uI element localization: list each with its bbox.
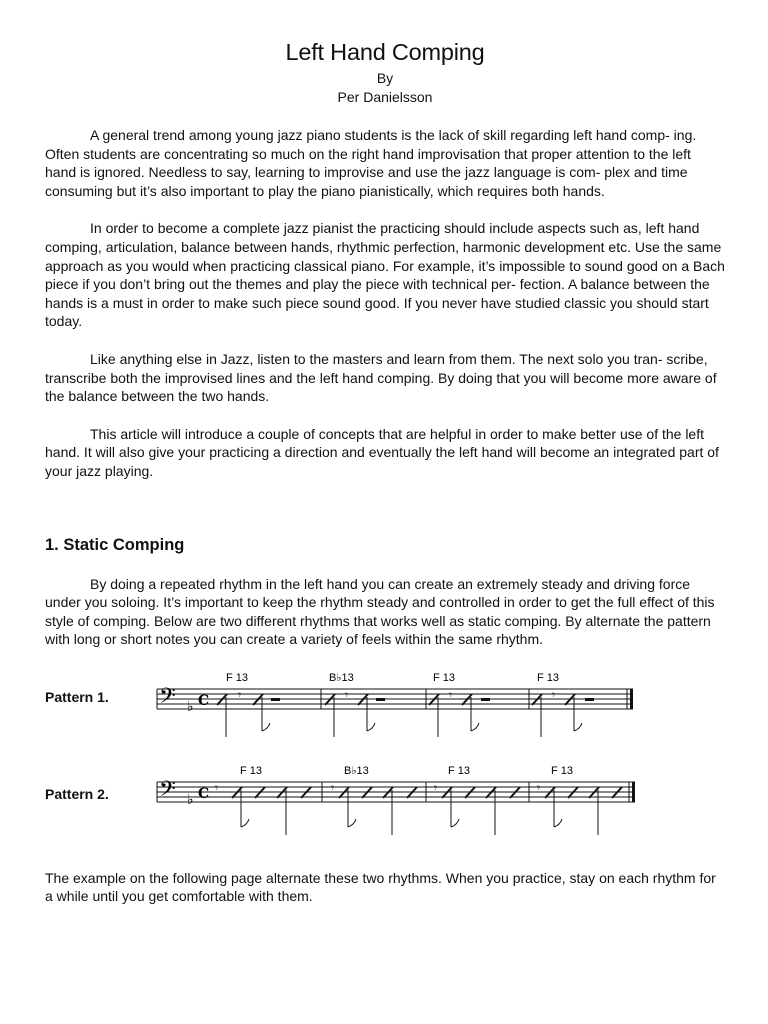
chord-symbol: F 13 [448, 764, 471, 777]
chord-symbol: B♭13 [329, 671, 354, 684]
rhythm-measure-1 [215, 781, 311, 835]
intro-paragraph-1-text: A general trend among young jazz piano students is the lack of skill regarding left hand comp- ing. Often students are concentrating so much on the right hand improvisation that proper attention to the left hand is ignored. Needless to say, learning to improvise and use the jazz language is com- plex and time consuming but it’s also important to play the piano pianistically, which requires both hands. [45, 127, 697, 199]
chord-symbol: F 13 [433, 671, 456, 684]
common-time-icon: C [198, 692, 210, 709]
flat-key-signature-icon: ♭ [187, 698, 194, 715]
chord-symbol: F 13 [551, 764, 574, 777]
svg-text:𝄾: 𝄾 [537, 780, 541, 795]
rhythm-measure-4 [532, 688, 594, 737]
bass-clef-icon: 𝄢 [159, 776, 176, 807]
final-barline [632, 782, 635, 802]
document-title: Left Hand Comping [285, 39, 485, 65]
intro-paragraph-3-text: Like anything else in Jazz, listen to the masters and learn from them. The next solo you tran- scribe, transcribe both the improvised lines and the left hand comping. By doing that you will become more aware of the balance between the two hands. [45, 350, 717, 405]
intro-paragraph-4 [45, 425, 725, 481]
pattern-2-label: Pattern 2. [45, 785, 109, 802]
bass-clef-icon: 𝄢 [159, 683, 176, 714]
chord-symbol: B♭13 [344, 764, 369, 777]
section-heading: 1. Static Comping [45, 535, 185, 554]
closing-paragraph: The example on the following page alternate these two rhythms. When you practice, stay on each rhythm for a while until you get comfortable with them. [45, 869, 716, 905]
common-time-icon: C [198, 785, 210, 802]
pattern-1-label: Pattern 1. [45, 688, 109, 705]
staff-lines [157, 782, 635, 802]
svg-text:𝄾: 𝄾 [434, 780, 438, 795]
intro-paragraph-1 [45, 126, 725, 200]
svg-text:𝄾: 𝄾 [238, 687, 242, 702]
rhythm-measure-2 [331, 781, 417, 835]
intro-paragraph-2-text: In order to become a complete jazz pianist the practicing should include aspects such as, left hand comping, articulation, balance between hands, rhythmic perfection, harmonic development etc. Use the same approach as you would when practicing classical piano. For example, it’s impossible to sound good on a Bach piece if you don’t bring out the themes and play the piece with technical per- fection. A balance between the hands is a must in order to make such piece sound good. If you never have studied classic you should start today. [45, 220, 725, 330]
intro-paragraph-4-text: This article will introduce a couple of concepts that are helpful in order to make better use of the left hand. It will also give your practicing a direction and eventually the left hand will become an integrated part of your jazz playing. [45, 425, 719, 479]
rhythm-measure-2 [325, 688, 385, 737]
document-page [45, 38, 725, 906]
rhythm-measure-1 [217, 688, 280, 737]
pattern-1-row [45, 667, 725, 749]
svg-text:𝄾: 𝄾 [215, 780, 219, 795]
svg-text:𝄾: 𝄾 [552, 687, 556, 702]
pattern-1-staff [45, 667, 725, 749]
intro-paragraph-2 [45, 219, 725, 331]
rhythm-measure-3 [434, 781, 520, 835]
staff-lines [157, 689, 633, 709]
svg-text:𝄾: 𝄾 [331, 780, 335, 795]
final-barline [630, 689, 633, 709]
byline-author: Per Danielsson [337, 89, 433, 105]
rhythm-measure-3 [429, 688, 490, 737]
intro-paragraph-3 [45, 350, 725, 406]
svg-text:𝄾: 𝄾 [449, 687, 453, 702]
flat-key-signature-icon: ♭ [187, 791, 194, 808]
section-paragraph-text: By doing a repeated rhythm in the left hand you can create an extremely steady and driving force under you soloing. It’s important to keep the rhythm steady and controlled in order to get the full effect of this style of comping. Below are two different rhythms that works well as static comping. By alternate the pattern with long or short notes you can create a variety of feels within the same rhythm. [45, 575, 715, 648]
svg-text:𝄾: 𝄾 [345, 687, 349, 702]
section-paragraph [45, 575, 725, 649]
pattern-2-row [45, 761, 725, 847]
chord-symbol: F 13 [240, 764, 263, 777]
chord-symbol: F 13 [226, 671, 249, 684]
chord-symbol: F 13 [537, 671, 560, 684]
byline-by: By [376, 70, 394, 86]
rhythm-measure-4 [537, 781, 622, 835]
pattern-2-staff [45, 761, 725, 847]
